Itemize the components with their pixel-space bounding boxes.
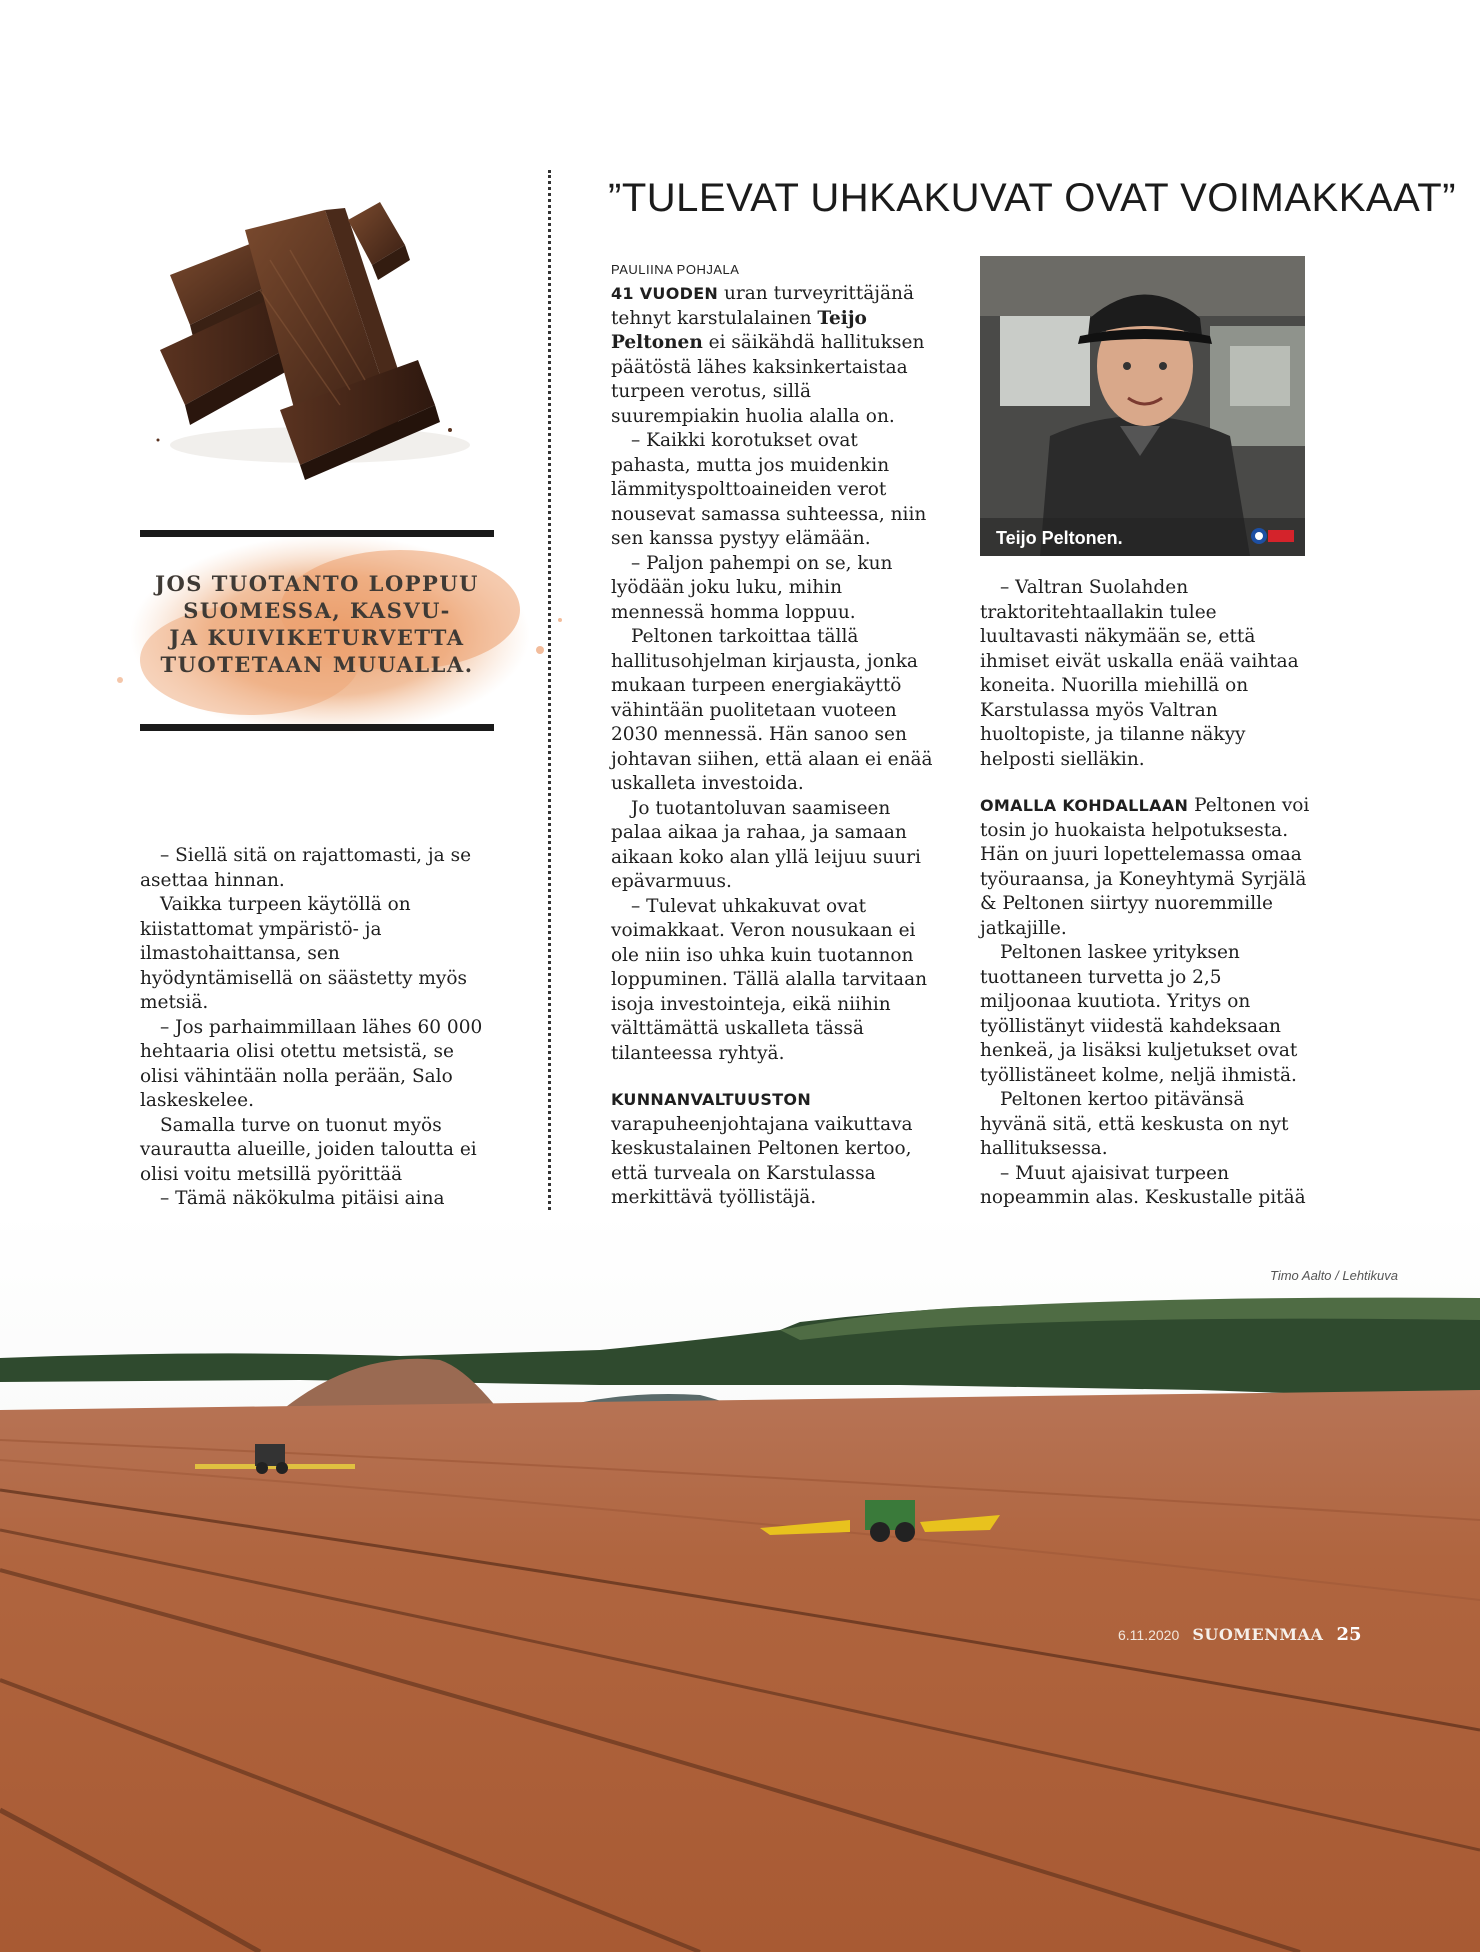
sidebar-body	[140, 844, 492, 1236]
publication-name: SUOMENMAA	[1192, 1625, 1324, 1644]
article-paragraph: – Kaikki korotukset ovat pahasta, mutta jos muidenkin lämmityspolttoaineiden verot nousevat samassa suhteessa, niin sen kanssa pystyy elämään.	[611, 430, 927, 549]
sidebar-paragraph: – Jos parhaimmillaan lähes 60 000 hehtaaria olisi otettu metsistä, se olisi vähintään nolla perään, Salo laskeskelee.	[140, 1016, 483, 1111]
article-paragraph: – Valtran Suolahden traktoritehtaallakin tulee luultavasti näkymään se, että ihmiset eivät uskalla enää vaihtaa koneita. Nuorilla miehillä on Karstulassa myös Valtran huoltopiste, ja tilanne näkyy helposti sielläkin.	[980, 577, 1299, 770]
article-paragraph: – Tulevat uhkakuvat ovat voimakkaat. Veron nousukaan ei ole niin iso uhka kuin tuotannon loppuminen. Tällä alalla tarvitaan isoja investointeja, eikä niihin välttämättä uskalleta tässä tilanteessa ryhtyä.	[611, 895, 928, 1064]
article-paragraph: Peltonen tarkoittaa tällä hallitusohjelman kirjausta, jonka mukaan turpeen energiakäyttö vähintään puolitetaan vuoteen 2030 mennessä. Hän sanoo sen johtavan siihen, että alaan ei enää uskalleta investoida.	[611, 626, 933, 794]
article-paragraph: – Paljon pahempi on se, kun lyödään joku luku, mihin mennessä homma loppuu.	[611, 552, 893, 623]
article-paragraph-subhead: KUNNANVALTUUSTON varapuheenjohtajana vaikuttava keskustalainen Peltonen kertoo, että turveala on Karstulassa merkittävä työllistäjä.	[611, 1090, 913, 1208]
article-intro: 41 VUODEN uran turveyrittäjänä tehnyt karstulalainen Teijo Peltonen ei säikähdä hallituksen päätöstä lähes kaksinkertaistaa turpeen verotus, sillä suurempiakin huolia alalla on.	[611, 283, 925, 427]
page-number: 25	[1336, 1624, 1362, 1645]
page-footer	[1118, 1624, 1362, 1645]
pullquote-text: JOS TUOTANTO LOPPUU SUOMESSA, KASVU- JA KUIVIKETURVETTA TUOTETAAN MUUALLA.	[155, 571, 479, 677]
sidebar-paragraph: Samalla turve on tuonut myös vaurautta alueille, joiden taloutta ei olisi voitu metsillä pyörittää	[140, 1114, 477, 1185]
peat-field-photo	[0, 1210, 1480, 1952]
sidebar-paragraph: Vaikka turpeen käytöllä on kiistattomat ympäristö- ja ilmastohaittansa, sen hyödyntämisellä on säästetty myös metsiä.	[140, 894, 468, 1013]
party-logo-icon	[1250, 524, 1296, 548]
article-paragraph: Peltonen kertoo pitävänsä hyvänä sitä, että keskusta on nyt hallituksessa.	[980, 1089, 1289, 1159]
article-paragraph: Peltonen laskee yrityksen tuottaneen turvetta jo 2,5 miljoonaa kuutiota. Yritys on työllistänyt viidestä kahdeksaan henkeä, ja lisäksi kuljetukset ovat työllistäneet kolme, neljä ihmistä.	[980, 942, 1298, 1086]
article-column-2	[980, 576, 1310, 1284]
article-paragraph: – Muut ajaisivat turpeen nopeammin alas. Keskustalle pitää	[980, 1162, 1306, 1208]
article-paragraph-subhead: OMALLA KOHDALLAAN Peltonen voi tosin jo huokaista helpotuksesta. Hän on juuri lopettelemassa omaa työuraansa, ja Koneyhtymä Syrjälä & Peltonen siirtyy nuoremmille jatkajille.	[980, 795, 1310, 939]
sidebar-paragraph-last: – Tämä näkökulma pitäisi aina	[140, 1187, 492, 1236]
portrait-photo	[980, 256, 1305, 556]
pullquote-bottom-bar	[140, 724, 494, 731]
article-paragraph: Jo tuotantoluvan saamiseen palaa aikaa ja rahaa, ja samaan aikaan koko alan yllä leijuu suuri epävarmuus.	[611, 797, 921, 892]
photo-credit: Timo Aalto / Lehtikuva	[1270, 1268, 1399, 1283]
article-author: PAULIINA POHJALA	[611, 262, 740, 277]
portrait-caption: Teijo Peltonen.	[996, 528, 1123, 548]
article-headline: ”TULEVAT UHKAKUVAT OVAT VOIMAKKAAT”	[608, 176, 1457, 220]
sidebar-paragraph: – Siellä sitä on rajattomasti, ja se asettaa hinnan.	[140, 845, 472, 891]
peat-briquettes-image	[150, 190, 480, 480]
column-divider	[548, 170, 551, 1210]
issue-date: 6.11.2020	[1118, 1627, 1180, 1643]
